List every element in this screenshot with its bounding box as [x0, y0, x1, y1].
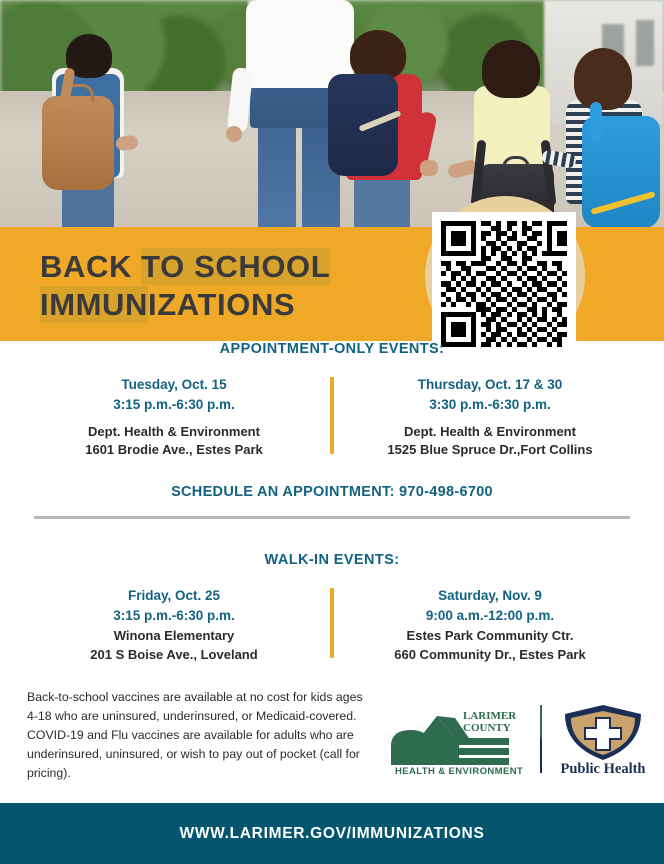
title-line2-plain: IZATIONS	[148, 286, 296, 322]
event-time: 3:30 p.m.-6:30 p.m.	[429, 397, 551, 413]
walkin-event-1	[34, 586, 314, 664]
event-place: Winona Elementary	[113, 627, 235, 643]
event-day: Tuesday, Oct. 15	[121, 377, 227, 392]
event-place: Dept. Health & Environment	[88, 423, 260, 439]
logo-divider	[540, 705, 542, 773]
event-day: Thursday, Oct. 17 & 30	[417, 377, 563, 392]
photo-child-1	[28, 0, 148, 228]
larimer-county-logo	[385, 702, 527, 776]
event-address: 660 Community Dr., Estes Park	[394, 646, 586, 662]
title-line1-highlight: TO SCHOOL	[141, 249, 331, 284]
footer-bar	[0, 803, 664, 864]
walkin-event-2	[350, 586, 630, 664]
section-divider	[34, 516, 630, 519]
appointment-events-columns	[0, 375, 664, 460]
bottom-section	[0, 688, 664, 783]
event-address: 1525 Blue Spruce Dr.,Fort Collins	[387, 442, 593, 458]
page-title	[40, 248, 330, 324]
public-health-label: Public Health	[560, 761, 646, 776]
title-line1-plain: BACK	[40, 249, 132, 284]
title-line2-highlight: IMMUN	[40, 286, 149, 322]
event-time: 3:15 p.m.-6:30 p.m.	[113, 608, 235, 624]
eligibility-blurb: Back-to-school vaccines are available at no cost for kids ages 4-18 who are uninsured, underinsured, or Medicaid-covered. COVID-19 and Flu vaccines are available for adults who are underinsured, uninsured, or wish to pay out of pocket (call for pricing).	[27, 690, 363, 781]
appointment-event-1	[34, 375, 314, 460]
larimer-logo-line2: COUNTY	[463, 722, 511, 734]
footer-url[interactable]: WWW.LARIMER.GOV/IMMUNIZATIONS	[179, 824, 485, 842]
appointment-section-heading: APPOINTMENT-ONLY EVENTS:	[219, 341, 445, 357]
event-day: Friday, Oct. 25	[127, 588, 221, 604]
photo-child-4	[556, 0, 664, 228]
appointment-event-2	[350, 375, 630, 460]
column-divider	[330, 588, 334, 658]
larimer-logo-tagline: HEALTH & ENVIRONMENT	[395, 766, 524, 776]
hero-photo	[0, 0, 664, 228]
event-place: Estes Park Community Ctr.	[406, 627, 574, 643]
event-time: 3:15 p.m.-6:30 p.m.	[113, 397, 235, 413]
logo-group	[372, 688, 664, 776]
qr-matrix	[441, 221, 567, 347]
events-content	[0, 341, 664, 664]
larimer-logo-line1: LARIMER	[463, 710, 517, 722]
event-day: Saturday, Nov. 9	[438, 588, 542, 604]
event-address: 201 S Boise Ave., Loveland	[90, 646, 258, 662]
walkin-section-heading: WALK-IN EVENTS:	[264, 552, 400, 569]
walkin-events-columns	[0, 586, 664, 664]
photo-child-2	[336, 0, 452, 228]
backpack-tan	[42, 96, 114, 190]
qr-code[interactable]	[432, 212, 576, 356]
photo-child-3	[452, 0, 572, 228]
event-time: 9:00 a.m.-12:00 p.m.	[425, 608, 555, 624]
event-address: 1601 Brodie Ave., Estes Park	[85, 442, 263, 458]
public-health-logo	[555, 702, 651, 776]
column-divider	[330, 377, 334, 454]
event-place: Dept. Health & Environment	[404, 423, 576, 439]
schedule-appointment-line[interactable]: SCHEDULE AN APPOINTMENT: 970-498-6700	[171, 484, 493, 501]
